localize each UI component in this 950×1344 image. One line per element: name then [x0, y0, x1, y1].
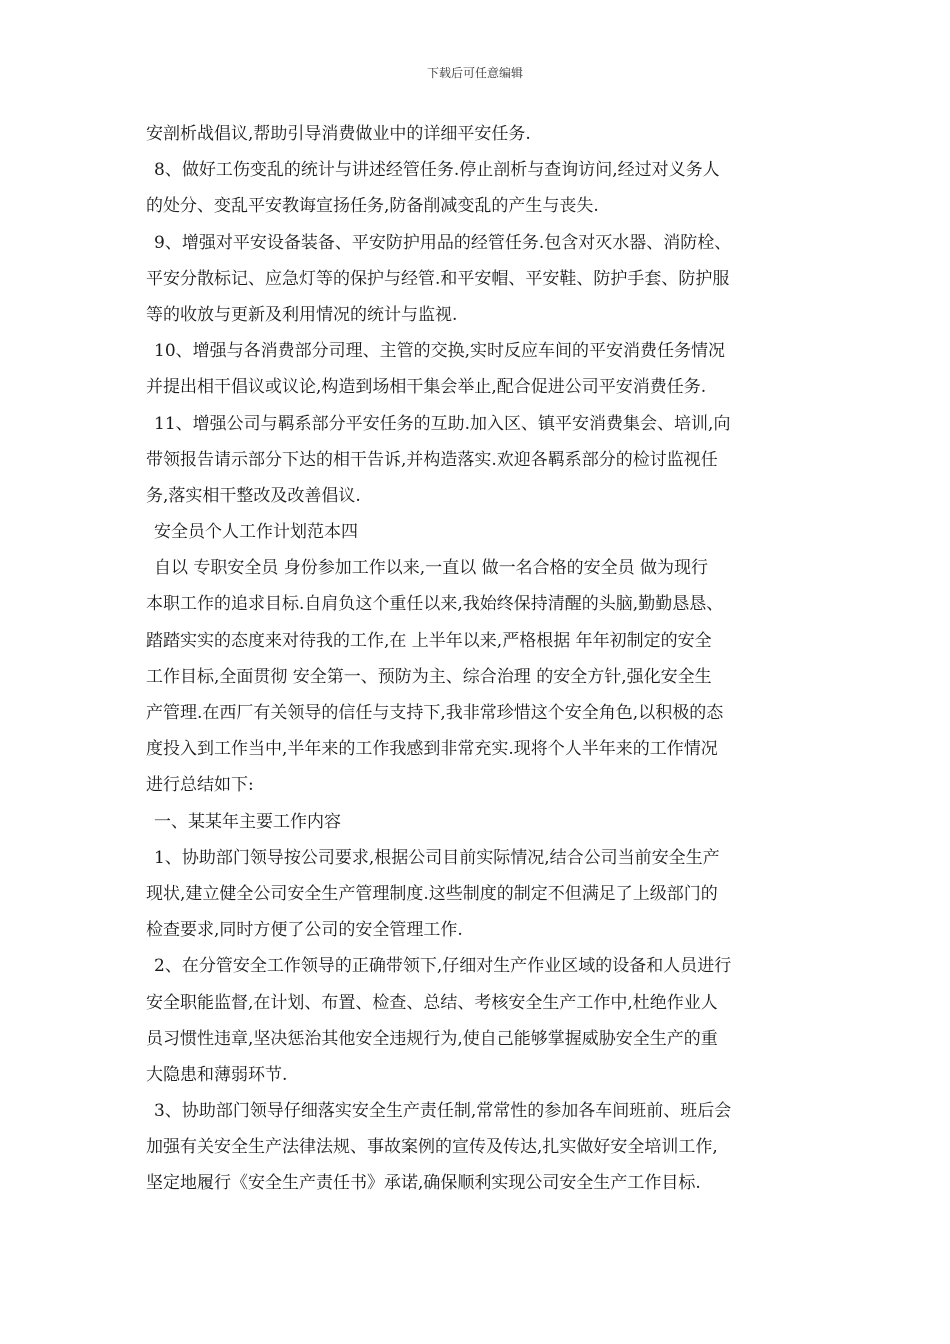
- text-line: 安全员个人工作计划范本四: [154, 522, 358, 543]
- text-line: 加强有关安全生产法律法规、事故案例的宣传及传达,扎实做好安全培训工作,: [146, 1137, 718, 1158]
- text-line: 带领报告请示部分下达的相干告诉,并构造落实.欢迎各羁系部分的检讨监视任: [146, 449, 718, 470]
- document-body: [146, 116, 814, 1202]
- text-line: 自以 专职安全员 身份参加工作以来,一直以 做一名合格的安全员 做为现行: [154, 558, 709, 579]
- text-line: 本职工作的追求目标.自肩负这个重任以来,我始终保持清醒的头脑,勤勤恳恳、: [146, 594, 724, 615]
- text-line: 大隐患和薄弱环节.: [146, 1064, 288, 1085]
- text-line: 工作目标,全面贯彻 安全第一、预防为主、综合治理 的安全方针,强化安全生: [146, 666, 712, 687]
- text-line: 现状,建立健全公司安全生产管理制度.这些制度的制定不但满足了上级部门的: [146, 883, 718, 904]
- text-line: 9、增强对平安设备装备、平安防护用品的经管任务.包含对灭水器、消防栓、: [154, 232, 732, 253]
- text-line: 坚定地履行《安全生产责任书》承诺,确保顺利实现公司安全生产工作目标.: [146, 1173, 701, 1194]
- page-header: 下载后可任意编辑: [426, 66, 523, 80]
- text-line: 8、做好工伤变乱的统计与讲述经管任务.停止剖析与查询访问,经过对义务人: [154, 160, 720, 181]
- text-line: 一、某某年主要工作内容: [154, 811, 341, 832]
- text-line: 1、协助部门领导按公司要求,根据公司目前实际情况,结合公司当前安全生产: [154, 847, 720, 868]
- text-line: 3、协助部门领导仔细落实安全生产责任制,常常性的参加各车间班前、班后会: [154, 1101, 732, 1122]
- text-line: 员习惯性违章,坚决惩治其他安全违规行为,使自己能够掌握威胁安全生产的重: [146, 1028, 718, 1049]
- text-line: 安全职能监督,在计划、布置、检查、总结、考核安全生产工作中,杜绝作业人: [146, 992, 718, 1013]
- text-line: 平安分散标记、应急灯等的保护与经管.和平安帽、平安鞋、防护手套、防护服: [146, 268, 730, 289]
- text-line: 等的收放与更新及利用情况的统计与监视.: [146, 304, 458, 325]
- text-line: 安剖析战倡议,帮助引导消费做业中的详细平安任务.: [146, 124, 531, 144]
- text-line: 产管理.在西厂有关领导的信任与支持下,我非常珍惜这个安全角色,以积极的态: [146, 703, 724, 723]
- text-line: 务,落实相干整改及改善倡议.: [146, 485, 361, 506]
- text-line: 的处分、变乱平安教诲宣扬任务,防备削减变乱的产生与丧失.: [146, 196, 599, 217]
- text-line: 踏踏实实的态度来对待我的工作,在 上半年以来,严格根据 年年初制定的安全: [146, 630, 712, 651]
- text-line: 并提出相干倡议或议论,构造到场相干集会举止,配合促进公司平安消费任务.: [146, 377, 707, 398]
- text-line: 进行总结如下:: [146, 775, 254, 796]
- text-line: 度投入到工作当中,半年来的工作我感到非常充实.现将个人半年来的工作情况: [146, 739, 718, 760]
- text-line: 10、增强与各消费部分司理、主管的交换,实时反应车间的平安消费任务情况: [154, 341, 726, 362]
- text-line: 检查要求,同时方便了公司的安全管理工作.: [146, 920, 463, 941]
- text-line: 2、在分管安全工作领导的正确带领下,仔细对生产作业区域的设备和人员进行: [154, 956, 732, 977]
- text-line: 11、增强公司与羁系部分平安任务的互助.加入区、镇平安消费集会、培训,向: [154, 413, 731, 434]
